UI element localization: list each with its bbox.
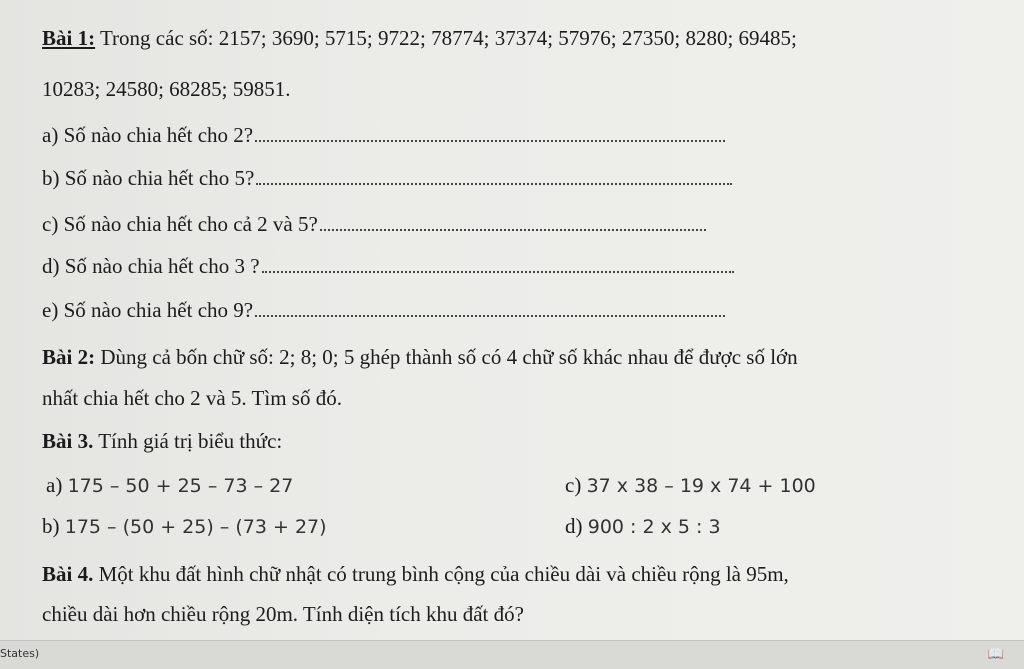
status-bar [0,640,1024,669]
exercise-3-b: b) 175 – (50 + 25) – (73 + 27) [42,514,327,538]
exercise-1-line-1 [42,24,797,52]
expression-d: 900 : 2 x 5 : 3 [587,516,721,538]
exercise-1-title: Bài 1: [42,26,96,50]
exercise-3-heading: Bài 3. Tính giá trị biểu thức: [42,429,283,453]
exercise-2-title: Bài 2: [42,345,96,369]
exercise-3-d: d) 900 : 2 x 5 : 3 [565,514,721,538]
exercise-1-item-b: b) Số nào chia hết cho 5? [42,164,732,192]
answer-blank [255,122,725,142]
exercise-1-item-c: c) Số nào chia hết cho cả 2 và 5? [42,210,706,238]
exercise-1-item-d: d) Số nào chia hết cho 3 ? [42,252,734,280]
answer-blank [256,165,732,185]
exercise-2-line-2: nhất chia hết cho 2 và 5. Tìm số đó. [42,386,342,410]
exercise-1-item-e: e) Số nào chia hết cho 9? [42,296,725,324]
exercise-3-c: c) 37 x 38 – 19 x 74 + 100 [565,473,816,497]
exercise-4-line-1: Bài 4. Một khu đất hình chữ nhật có trung bình cộng của chiều dài và chiều rộng là 95m, [42,562,789,586]
book-icon[interactable]: 📖 [987,647,1004,662]
status-text: States) [0,647,40,660]
exercise-4-line-2: chiều dài hơn chiều rộng 20m. Tính diện tích khu đất đó? [42,602,524,626]
exercise-1-text: Trong các số: 2157; 3690; 5715; 9722; 78774; 37374; 57976; 27350; 8280; 69485; [95,26,797,50]
exercise-4-title: Bài 4. [42,562,94,586]
expression-a: 175 – 50 + 25 – 73 – 27 [67,475,294,497]
exercise-2-line-1: Bài 2: Dùng cả bốn chữ số: 2; 8; 0; 5 ghép thành số có 4 chữ số khác nhau để được số lớn [42,345,798,369]
exercise-3-title: Bài 3. [42,429,94,453]
exercise-1-item-a: a) Số nào chia hết cho 2? [42,121,725,149]
answer-blank [262,253,734,273]
expression-c: 37 x 38 – 19 x 74 + 100 [586,475,816,497]
exercise-3-a: a) 175 – 50 + 25 – 73 – 27 [46,473,294,497]
answer-blank [255,297,725,317]
expression-b: 175 – (50 + 25) – (73 + 27) [64,516,327,538]
exercise-1-line-2: 10283; 24580; 68285; 59851. [42,77,291,101]
answer-blank [320,211,706,231]
